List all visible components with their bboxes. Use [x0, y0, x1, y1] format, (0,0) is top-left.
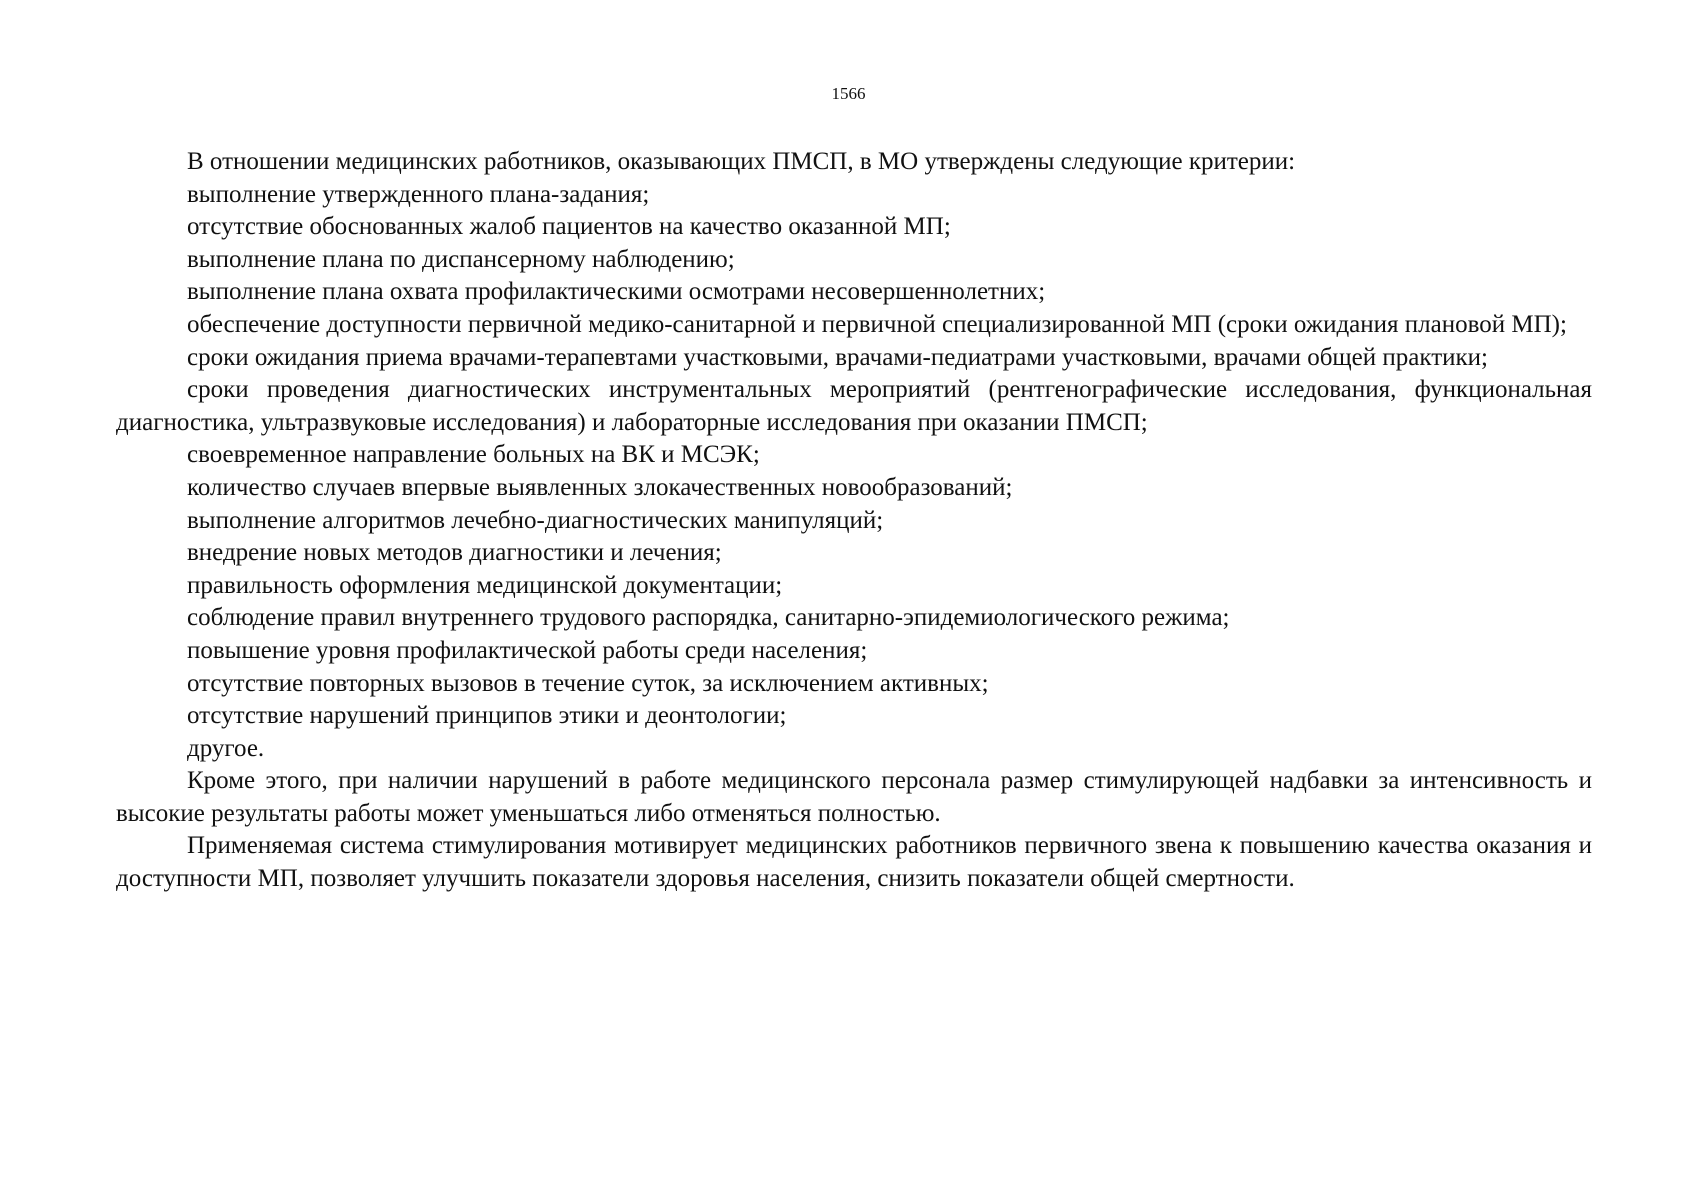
page-number: 1566	[831, 84, 866, 103]
criterion-item: выполнение плана охвата профилактическими осмотрами несовершеннолетних;	[187, 278, 1046, 306]
criterion-item: количество случаев впервые выявленных злокачественных новообразований;	[187, 473, 1013, 501]
criterion-item: повышение уровня профилактической работы среди населения;	[187, 636, 868, 664]
paragraph-conclusion: Применяемая система стимулирования мотивирует медицинских работников первичного звена к повышению качества оказания и доступности МП, позволяет улучшить показатели здоровья населения, снизить показатели общей смертности.	[116, 832, 1592, 893]
document-body	[116, 146, 1592, 896]
criterion-item: соблюдение правил внутреннего трудового распорядка, санитарно-эпидемиологического режима;	[187, 604, 1230, 632]
criterion-item: правильность оформления медицинской документации;	[187, 571, 783, 599]
paragraph-penalties: Кроме этого, при наличии нарушений в работе медицинского персонала размер стимулирующей надбавки за интенсивность и высокие результаты работы может уменьшаться либо отменяться полностью.	[116, 767, 1592, 827]
criterion-item: своевременное направление больных на ВК и МСЭК;	[187, 441, 760, 469]
criterion-item: другое.	[187, 734, 265, 762]
criterion-item: выполнение утвержденного плана-задания;	[187, 180, 650, 208]
criterion-item: сроки ожидания приема врачами-терапевтами участковыми, врачами-педиатрами участковыми, врачами общей практики;	[187, 343, 1488, 371]
criterion-item: выполнение алгоритмов лечебно-диагностических манипуляций;	[187, 506, 884, 534]
criterion-item: отсутствие нарушений принципов этики и деонтологии;	[187, 702, 787, 730]
paragraph-intro: В отношении медицинских работников, оказывающих ПМСП, в МО утверждены следующие критерии:	[187, 148, 1296, 175]
criterion-item: обеспечение доступности первичной медико-санитарной и первичной специализированной МП (сроки ожидания плановой МП);	[187, 310, 1567, 338]
criterion-item: выполнение плана по диспансерному наблюдению;	[187, 245, 735, 273]
criterion-item: сроки проведения диагностических инструментальных мероприятий (рентгенографические исследования, функциональная диагностика, ультразвуковые исследования) и лабораторные исследования при оказании ПМСП;	[116, 376, 1592, 436]
criterion-item: отсутствие обоснованных жалоб пациентов на качество оказанной МП;	[187, 213, 951, 241]
criterion-item: внедрение новых методов диагностики и лечения;	[187, 539, 722, 567]
criterion-item: отсутствие повторных вызовов в течение суток, за исключением активных;	[187, 669, 989, 697]
